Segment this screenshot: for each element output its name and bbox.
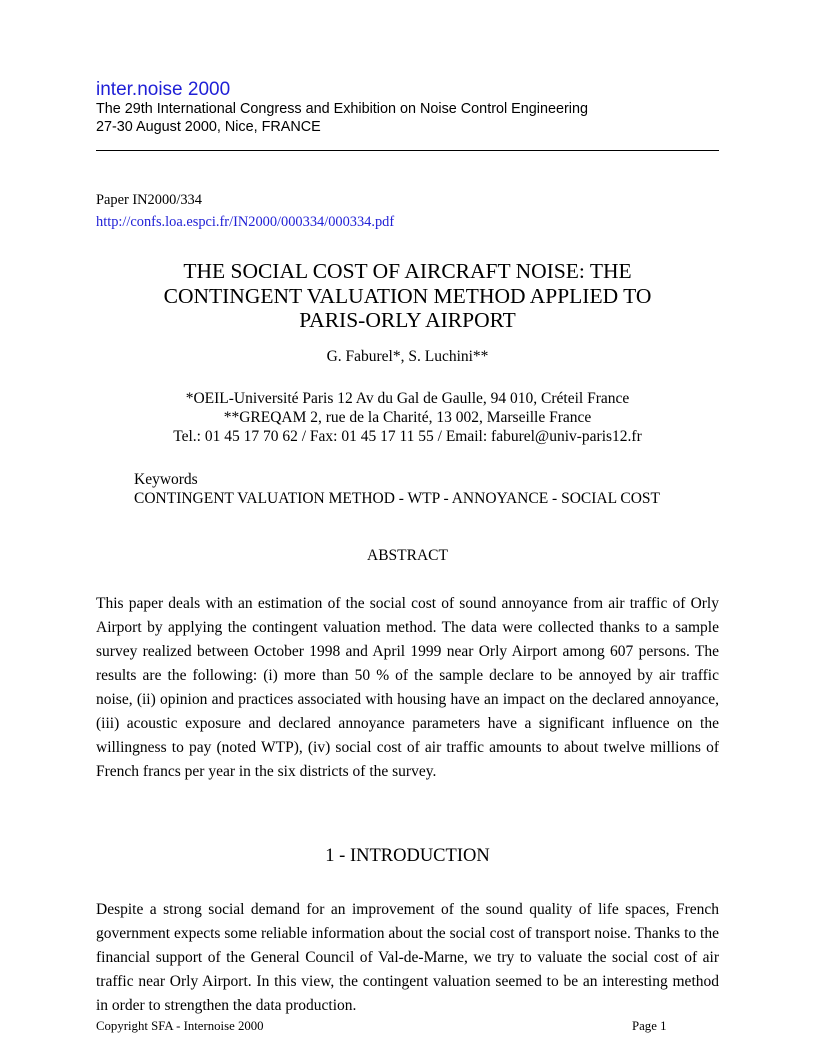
footer-page-number: Page 1 <box>632 1019 667 1033</box>
title-line: PARIS-ORLY AIRPORT <box>299 308 516 332</box>
introduction-text: Despite a strong social demand for an improvement of the sound quality of life spaces, French government expects some reliable information about the social cost of transport noise. Thanks to the financial support of the General Council of Val-de-Marne, we try to valuate the social cost of air traffic near Orly Airport. In this view, the contingent valuation seemed to be an interesting method in order to strengthen the data production. <box>96 901 719 1014</box>
abstract-text: This paper deals with an estimation of the social cost of sound annoyance from air traffic of Orly Airport by applying the contingent valuation method. The data were collected thanks to a sample survey realized between October 1998 and April 1999 near Orly Airport among 607 persons. The results are the following: (i) more than 50 % of the sample declare to be annoyed by air traffic noise, (ii) opinion and practices associated with housing have an impact on the declared annoyance, (iii) acoustic exposure and declared annoyance parameters have a significant influence on the willingness to pay (noted WTP), (iv) social cost of air traffic amounts to about twelve millions of French francs per year in the six districts of the survey. <box>96 595 719 780</box>
affiliation-line: *OEIL-Université Paris 12 Av du Gal de Gaulle, 94 010, Créteil France <box>185 390 630 407</box>
title-line: CONTINGENT VALUATION METHOD APPLIED TO <box>163 283 652 308</box>
keywords-label: Keywords <box>134 471 198 488</box>
abstract-heading: ABSTRACT <box>367 547 448 564</box>
keywords: CONTINGENT VALUATION METHOD - WTP - ANNOYANCE - SOCIAL COST <box>134 490 660 507</box>
authors: G. Faburel*, S. Luchini** <box>326 348 489 365</box>
introduction-heading: 1 - INTRODUCTION <box>325 846 490 866</box>
conference-name: inter.noise 2000 <box>96 79 231 100</box>
paper-url-link[interactable]: http://confs.loa.espci.fr/IN2000/000334/000334.pdf <box>96 214 395 230</box>
conference-date: 27-30 August 2000, Nice, FRANCE <box>96 119 321 135</box>
header-divider <box>96 150 719 151</box>
affiliations <box>96 389 719 446</box>
footer-copyright: Copyright SFA - Internoise 2000 <box>96 1019 264 1033</box>
paper-id: Paper IN2000/334 <box>96 192 202 208</box>
affiliation-line: **GREQAM 2, rue de la Charité, 13 002, Marseille France <box>223 409 592 426</box>
title-line: THE SOCIAL COST OF AIRCRAFT NOISE: THE <box>183 259 632 283</box>
affiliation-line: Tel.: 01 45 17 70 62 / Fax: 01 45 17 11 55 / Email: faburel@univ-paris12.fr <box>173 428 642 445</box>
paper-title <box>96 259 719 333</box>
conference-title: The 29th International Congress and Exhibition on Noise Control Engineering <box>96 101 588 117</box>
